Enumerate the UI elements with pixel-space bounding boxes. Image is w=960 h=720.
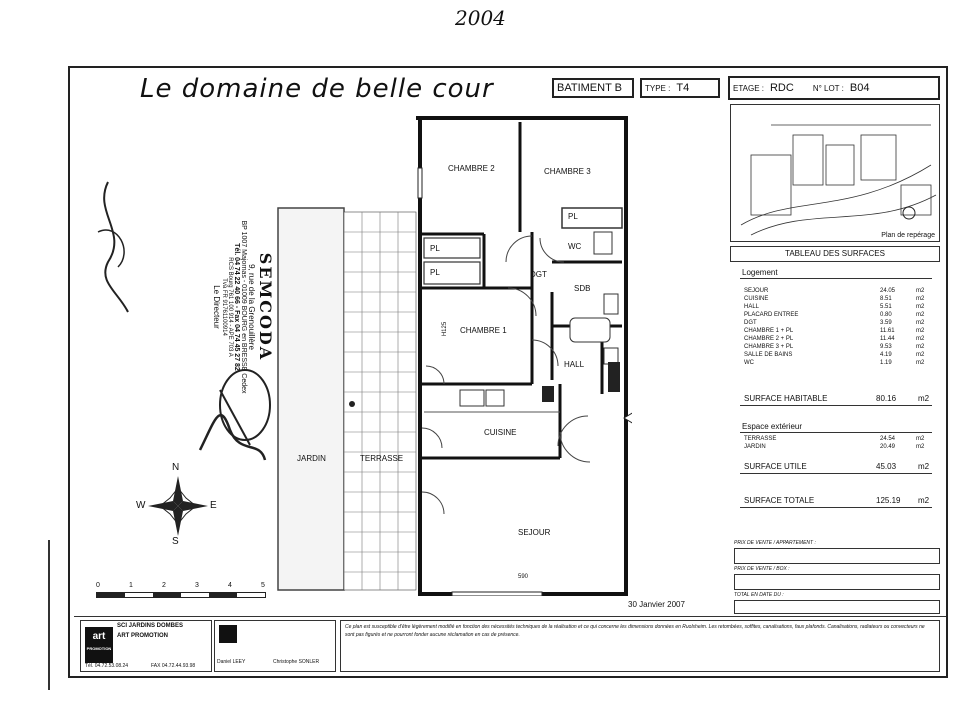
surface-row-name: PLACARD ENTREE — [744, 312, 799, 318]
architect-1: Daniel LEEY — [217, 659, 246, 665]
surface-row-value: 0.80 — [880, 312, 892, 318]
totale-label: SURFACE TOTALE — [744, 496, 815, 505]
architect-logo — [219, 625, 237, 643]
surface-row-unit: m2 — [916, 444, 925, 450]
compass-w: W — [136, 500, 146, 511]
project-title: Le domaine de belle cour — [140, 74, 494, 104]
footer-art: ART PROMOTION — [117, 633, 168, 639]
footer-disclaimer: Ce plan est susceptible d'être légèrement modifié en fonction des nécessités techniques de la réalisation et ce qui concerne les dimensions données en Ruolsheim. Les retombées, soffites, canalisations, faux plafonds. Canalisations, radiateurs ou convecteurs ne sont pas figurés et ne pourront fonder aucune réclamation en cas de présence. — [340, 620, 940, 672]
surface-row-value: 20.49 — [880, 444, 896, 450]
surface-row-value: 5.51 — [880, 304, 892, 310]
price-apt-label: PRIX DE VENTE / APPARTEMENT : — [734, 540, 816, 546]
utile-unit: m2 — [918, 462, 930, 471]
compass-n: N — [172, 462, 180, 473]
surface-row-name: DGT — [744, 320, 757, 326]
room-pl-2: PL — [430, 244, 440, 253]
company-address-1: 9, rue de la Grenouillère — [247, 264, 256, 350]
room-pl-3: PL — [568, 212, 578, 221]
room-hall: HALL — [564, 360, 585, 369]
situation-caption: Plan de repérage — [881, 232, 935, 239]
surface-row-name: CHAMBRE 2 + PL — [744, 336, 794, 342]
utile-value: 45.03 — [876, 462, 897, 471]
utile-label: SURFACE UTILE — [744, 462, 807, 471]
habitable-label: SURFACE HABITABLE — [744, 394, 828, 403]
surface-row-unit: m2 — [916, 344, 925, 350]
footer-architect-box — [214, 620, 336, 672]
logement-label: Logement — [742, 268, 778, 277]
surface-row-value: 1.19 — [880, 360, 892, 366]
surface-row-name: SEJOUR — [744, 288, 769, 294]
room-pl-1: PL — [430, 268, 440, 277]
room-sejour: SEJOUR — [518, 528, 551, 537]
logement-underline — [740, 278, 932, 279]
architect-2: Christophe SONLER — [273, 659, 320, 665]
habitable-value: 80.16 — [876, 394, 897, 403]
totale-unit: m2 — [918, 496, 930, 505]
room-chambre-1: CHAMBRE 1 — [460, 326, 507, 335]
art-logo-bottom: PROMOTION — [86, 646, 112, 651]
dimension-590: 590 — [518, 574, 529, 580]
situation-map — [731, 105, 939, 241]
company-address-2: BP 1007 Majornas - 01009 BOURG en BRESSE Cedex — [240, 220, 247, 394]
surface-row-unit: m2 — [916, 336, 925, 342]
footer-phone: Tél. 04.72.53.08.24 — [85, 663, 129, 669]
surface-row-unit: m2 — [916, 328, 925, 334]
surface-row-value: 3.59 — [880, 320, 892, 326]
scale-0: 0 — [96, 582, 100, 589]
art-logo — [85, 627, 113, 663]
habitable-underline — [740, 405, 932, 406]
compass-rose-icon — [138, 466, 218, 546]
surface-row-name: HALL — [744, 304, 760, 310]
exterieur-label: Espace extérieur — [742, 422, 803, 431]
company-phone: Tél. 04 74 22 40 66 - Fax 04 74 45 27 82 — [233, 243, 240, 371]
surface-row-value: 9.53 — [880, 344, 892, 350]
company-rcs: RCS Bourg 761 100 914 - APE 703 A — [227, 257, 233, 357]
compass-e: E — [210, 500, 217, 511]
compass-s: S — [172, 536, 179, 547]
company-director: Le Directeur — [212, 285, 221, 329]
type-box — [640, 78, 720, 98]
company-name: SEMCODA — [256, 252, 275, 362]
art-logo-top: art — [92, 631, 106, 642]
scale-5: 5 — [261, 582, 265, 589]
surface-row-unit: m2 — [916, 360, 925, 366]
surface-row-unit: m2 — [916, 304, 925, 310]
footer-sci: SCI JARDINS DOMBES — [117, 623, 184, 629]
surface-row-name: WC — [744, 360, 754, 366]
etage-label: ETAGE : — [733, 83, 764, 93]
scale-bar — [96, 592, 266, 598]
price-box-label: PRIX DE VENTE / BOX : — [734, 566, 790, 572]
scale-2: 2 — [162, 582, 166, 589]
surface-row-name: TERRASSE — [744, 436, 777, 442]
surface-row-unit: m2 — [916, 320, 925, 326]
room-chambre-3: CHAMBRE 3 — [544, 167, 591, 176]
scale-1: 1 — [129, 582, 133, 589]
margin-mark — [48, 540, 50, 690]
etage-value: RDC — [769, 82, 794, 94]
surface-row-name: CUISINE — [744, 296, 769, 302]
floor-plan — [272, 112, 632, 596]
exterieur-underline — [740, 432, 932, 433]
surface-row-value: 24.05 — [880, 288, 896, 294]
totale-value: 125.19 — [876, 496, 901, 505]
surface-row-value: 24.54 — [880, 436, 896, 442]
surfaces-title: TABLEAU DES SURFACES — [730, 246, 940, 262]
surface-row-name: CHAMBRE 3 + PL — [744, 344, 794, 350]
surface-row-value: 4.19 — [880, 352, 892, 358]
signature-gerard — [88, 172, 148, 322]
room-dgt: DGT — [530, 270, 547, 279]
surface-row-unit: m2 — [916, 296, 925, 302]
etage-lot-box — [728, 76, 940, 100]
plan-date: 30 Janvier 2007 — [628, 600, 685, 609]
price-apt-field[interactable] — [734, 548, 940, 564]
room-h125: H125 — [442, 321, 449, 337]
total-date-label: TOTAL EN DATE DU : — [734, 592, 784, 598]
footer-fax: FAX 04.72.44.93.98 — [151, 663, 196, 669]
surface-row-name: SALLE DE BAINS — [744, 352, 793, 358]
year-note: 2004 — [455, 6, 506, 30]
lot-value: B04 — [849, 82, 870, 94]
room-terrasse: TERRASSE — [360, 454, 404, 463]
room-wc: WC — [568, 242, 582, 251]
type-value: T4 — [676, 82, 690, 94]
batiment-box — [552, 78, 634, 98]
price-box-field[interactable] — [734, 574, 940, 590]
room-cuisine: CUISINE — [484, 428, 517, 437]
surface-row-name: CHAMBRE 1 + PL — [744, 328, 794, 334]
situation-plan — [730, 104, 940, 242]
surface-row-unit: m2 — [916, 288, 925, 294]
surface-row-unit: m2 — [916, 436, 925, 442]
batiment-label: BATIMENT B — [557, 82, 622, 94]
scale-4: 4 — [228, 582, 232, 589]
surface-row-value: 8.51 — [880, 296, 892, 302]
lot-label: N° LOT : — [812, 83, 844, 93]
signature-main — [190, 360, 280, 470]
surface-row-value: 11.61 — [880, 328, 895, 334]
room-jardin: JARDIN — [297, 454, 326, 463]
totale-underline — [740, 507, 932, 508]
scale-3: 3 — [195, 582, 199, 589]
total-date-field[interactable] — [734, 600, 940, 614]
footer-sci-box — [80, 620, 212, 672]
surface-row-unit: m2 — [916, 352, 925, 358]
surface-row-value: 11.44 — [880, 336, 895, 342]
room-sdb: SDB — [574, 284, 591, 293]
surface-row-name: JARDIN — [744, 444, 766, 450]
surface-row-unit: m2 — [916, 312, 925, 318]
utile-underline — [740, 473, 932, 474]
company-tva: Tva FR 91761100914 — [221, 278, 227, 336]
habitable-unit: m2 — [918, 394, 930, 403]
type-label: TYPE : — [645, 83, 671, 93]
room-chambre-2: CHAMBRE 2 — [448, 164, 495, 173]
